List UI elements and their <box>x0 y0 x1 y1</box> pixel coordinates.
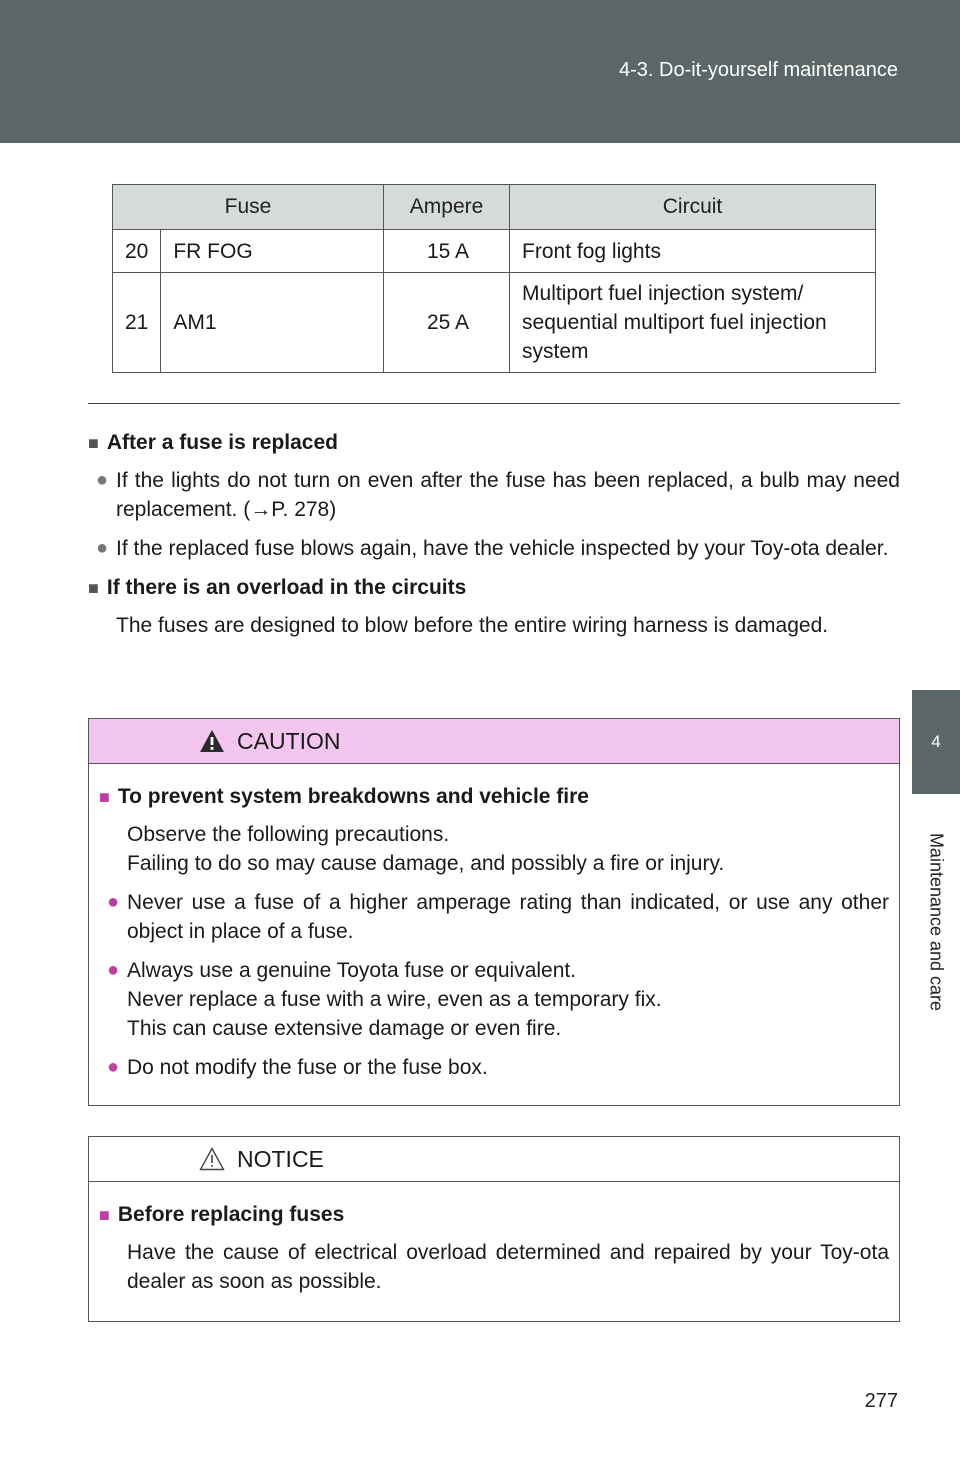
table-header-row <box>113 185 876 230</box>
warning-outline-icon <box>199 1147 225 1171</box>
caution-heading <box>99 782 889 812</box>
page-header <box>0 0 960 143</box>
list-item-line: Always use a genuine Toyota fuse or equivalent. <box>127 959 577 982</box>
page-number: 277 <box>864 1390 898 1412</box>
notice-heading <box>99 1200 889 1230</box>
fuse-circuit <box>510 273 876 373</box>
list-item <box>88 466 900 524</box>
circle-bullet-icon: ● <box>96 469 109 491</box>
square-bullet-icon: ■ <box>88 433 99 453</box>
list-item-text: Never use a fuse of a higher amperage rating than indicated, or use any other object in place of a fuse. <box>127 891 889 943</box>
fuse-ampere: 15 A <box>384 230 510 273</box>
list-item-text: If the lights do not turn on even after the fuse has been replaced, a bulb may need replacement. (→P. 278) <box>116 469 900 521</box>
caution-heading-text: To prevent system breakdowns and vehicle fire <box>117 785 589 808</box>
circuit-line: sequential multiport fuel injection <box>522 311 827 334</box>
caution-intro-line: Failing to do so may cause damage, and possibly a fire or injury. <box>127 852 725 875</box>
chapter-label: Maintenance and care <box>926 832 947 1012</box>
fuse-number: 20 <box>113 230 161 273</box>
list-item-line: This can cause extensive damage or even fire. <box>127 1017 562 1040</box>
square-bullet-icon: ■ <box>99 787 110 807</box>
list-item-line: Never replace a fuse with a wire, even as a temporary fix. <box>127 988 662 1011</box>
notice-header <box>89 1137 899 1182</box>
circuit-line: Multiport fuel injection system/ <box>522 282 804 305</box>
notes-section <box>88 424 900 650</box>
note-heading <box>88 428 900 458</box>
header-fuse: Fuse <box>113 185 384 230</box>
note-heading-text: If there is an overload in the circuits <box>106 576 467 599</box>
circle-bullet-icon: ● <box>107 959 120 981</box>
circuit-line: system <box>522 340 589 363</box>
fuse-circuit: Front fog lights <box>510 230 876 273</box>
chapter-number-tab <box>912 690 960 794</box>
warning-icon <box>199 729 225 753</box>
list-item <box>99 888 889 946</box>
fuse-name: FR FOG <box>161 230 384 273</box>
square-bullet-icon: ■ <box>99 1205 110 1225</box>
list-item <box>99 1053 889 1082</box>
fuse-name: AM1 <box>161 273 384 373</box>
notice-text: Have the cause of electrical overload determined and repaired by your Toy-ota dealer as soon as possible. <box>127 1241 889 1293</box>
header-circuit: Circuit <box>510 185 876 230</box>
fuse-number: 21 <box>113 273 161 373</box>
chapter-number: 4 <box>931 732 941 751</box>
list-item <box>99 956 889 1043</box>
notice-box <box>88 1136 900 1322</box>
caution-intro-line: Observe the following precautions. <box>127 823 450 846</box>
table-row <box>113 230 876 273</box>
fuse-table <box>112 184 876 373</box>
section-divider <box>88 403 900 404</box>
list-item-text: If the replaced fuse blows again, have the vehicle inspected by your Toy-ota dealer. <box>116 537 889 560</box>
caution-intro <box>99 820 889 878</box>
section-title: 4-3. Do-it-yourself maintenance <box>618 59 898 81</box>
fuse-ampere: 25 A <box>384 273 510 373</box>
note-heading <box>88 573 900 603</box>
header-ampere: Ampere <box>384 185 510 230</box>
table-row <box>113 273 876 373</box>
notice-heading-text: Before replacing fuses <box>117 1203 345 1226</box>
caution-box <box>88 718 900 1106</box>
list-item <box>88 534 900 563</box>
notice-title: NOTICE <box>237 1145 324 1172</box>
circle-bullet-icon: ● <box>96 537 109 559</box>
note-heading-text: After a fuse is replaced <box>106 431 338 454</box>
note-text: The fuses are designed to blow before the entire wiring harness is damaged. <box>116 614 829 637</box>
list-item-text: Do not modify the fuse or the fuse box. <box>127 1056 488 1079</box>
caution-body <box>89 764 899 1082</box>
caution-header <box>89 719 899 764</box>
circle-bullet-icon: ● <box>107 1056 120 1078</box>
circle-bullet-icon: ● <box>107 891 120 913</box>
notice-body <box>89 1182 899 1296</box>
chapter-label-strip <box>912 794 960 1050</box>
caution-title: CAUTION <box>237 727 341 754</box>
square-bullet-icon: ■ <box>88 578 99 598</box>
